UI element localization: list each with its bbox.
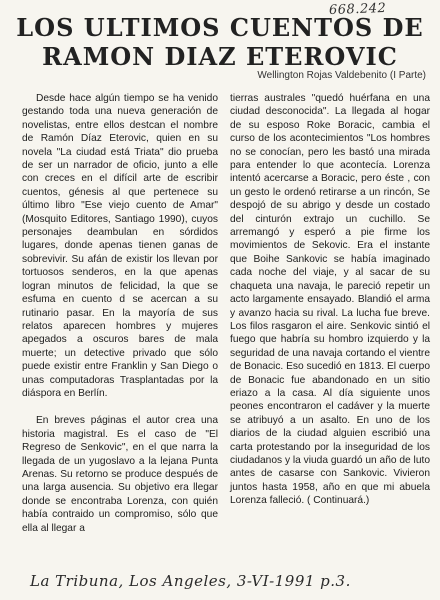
paragraph: En breves páginas el autor crea una historia magistral. Es el caso de "El Regreso de Senkovic", en el que narra la llegada de un yugoslavo a la lejana Punta Arenas. Su retorno se produce después de una larga ausencia. Su objetivo era llegar donde se encontraba Lorenza, con quién había contraido un compromiso, sólo que ella al llegar a <box>22 415 218 534</box>
headline-line-2: RAMON DIAZ ETEROVIC <box>42 42 398 71</box>
handwritten-catalog-number: 668.242 <box>328 1 387 18</box>
paragraph: Desde hace algún tiempo se ha venido gestando toda una nueva generación de novelistas, entre ellos destcan el nombre de Ramón Díaz Eterovic, quien en su novela "La ciudad está Triata" dio prueba de ser un narrador de oficio, junto a elle con creces en el difícil arte de escribir cuentos, génesis al que pertenece su último libro "Ese viejo cuento de Amar" (Mosquito Editores, Santiago 1990), cuyos personajes deambulan en sórdidos lugares, donde apenas tienen ganas de sobrevivir. Su afán de existir los llevan por tortuosos senderos, en la que apenas logran minutos de felicidad, la que se esfuma en cuento d se acercan a su rutinario pasar. En la mayoría de sus relatos aparecen hombres y mujeres apegados a oscuros bares de mala muerte; un detective privado que sólo puede existir entre Franklin y San Diego o unas computadoras Trasplantadas por la diáspora en Berlín. <box>22 93 218 399</box>
article-column-left <box>22 92 218 535</box>
article-column-right <box>230 92 430 508</box>
paragraph: tierras australes "quedó huérfana en una ciudad desconocida". La llegada al hogar de su esposo Roke Boracic, cambia el curso de los acontecimientos "Los hombres no se conocían, pero les bastó una mirada para entender lo que acontecía. Lorenza intentó acercarse a Boracic, pero éste , con un gesto le ordenó retirarse a un rincón, Se despojó de su abrigo y desde un costado del cinturón extrajo un cuchillo. Se arremangó y esperó a pie firme los movimientos de Sekovic. Era el instante que Boihe Sankovic se había imaginado cada noche del viaje, y al sacar de su chaqueta una navaja, le pareció repetir un acto largamente ensayado. Blandió el arma y avanzo hacia su rival. La lucha fue breve. Los filos rasgaron el aire. Senkovic sintió el fuego que habría su hombro izquierdo y la seguridad de una navaja cortando el vientre de Bonacic. Eso sucedió en 1813. El cuerpo de Bonacic fue abandonado en un sitio eriazo a la casa. Al día siguiente unos peones encontraron el cadáver y la muerte se atribuyó a un asalto. En uno de los diarios de la ciudad alguien escribió una carta protestando por la inseguridad de los ciudadanos y la viuda guardó un año de luto antes de casarse con Sankovic. Vivieron juntos hasta 1958, año en que mi abuela Lorenza falleció. ( Continuará.) <box>230 93 430 507</box>
byline: Wellington Rojas Valdebenito (I Parte) <box>257 70 426 81</box>
handwritten-source-note: La Tribuna, Los Angeles, 3-VI-1991 p.3. <box>30 572 351 590</box>
headline-line-1: LOS ULTIMOS CUENTOS DE <box>16 13 424 42</box>
